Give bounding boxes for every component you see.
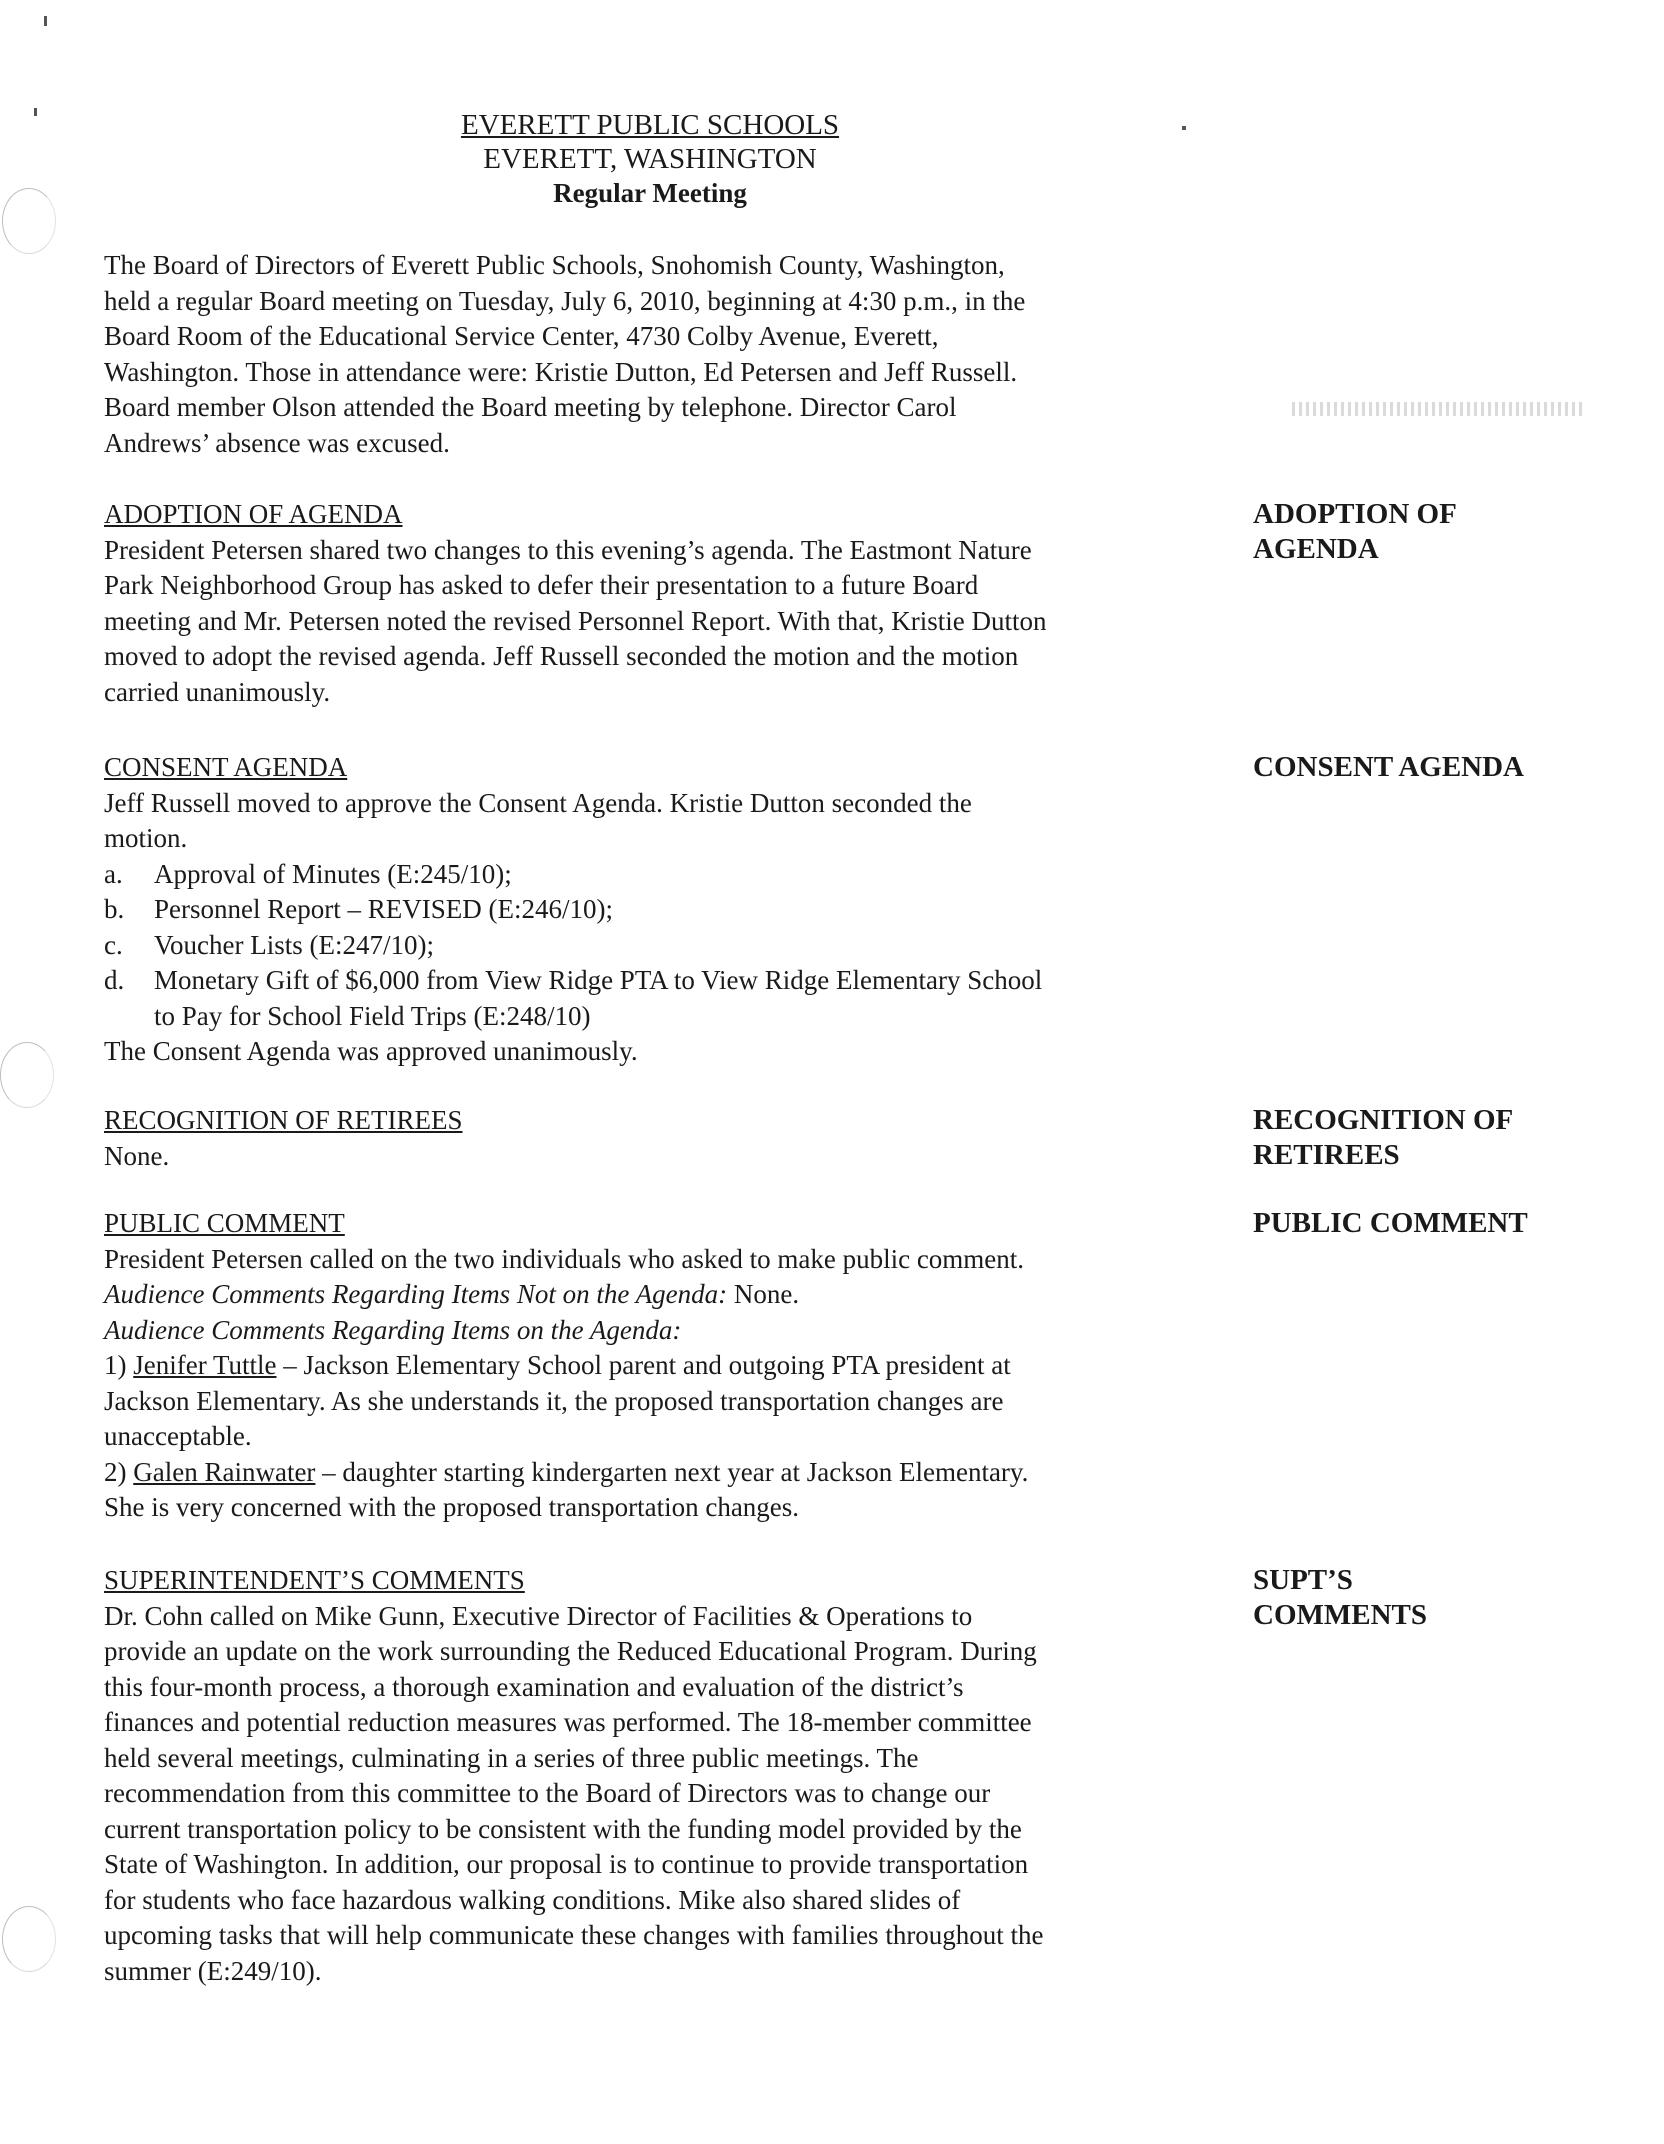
section-title: RECOGNITION OF RETIREES xyxy=(104,1105,463,1135)
body-line: Park Neighborhood Group has asked to defer their presentation to a future Board xyxy=(104,570,979,600)
section-adoption-of-agenda xyxy=(104,497,1204,710)
intro-line: Board member Olson attended the Board meeting by telephone. Director Carol xyxy=(104,392,957,422)
district-location: EVERETT, WASHINGTON xyxy=(483,143,817,175)
scan-smudge xyxy=(1292,402,1582,416)
intro-line: Washington. Those in attendance were: Kristie Dutton, Ed Petersen and Jeff Russell. xyxy=(104,356,1018,387)
intro-line: Andrews’ absence was excused. xyxy=(104,427,450,458)
scan-speck xyxy=(44,16,47,26)
document-header xyxy=(400,108,900,210)
body-line: current transportation policy to be consistent with the funding model provided by the xyxy=(104,1813,1022,1844)
consent-items-list xyxy=(104,857,1204,1035)
body-line: this four-month process, a thorough examination and evaluation of the district’s xyxy=(104,1671,964,1702)
punch-hole-top xyxy=(2,188,56,254)
speaker-name: Jenifer Tuttle xyxy=(133,1350,277,1380)
speaker-name: Galen Rainwater xyxy=(133,1456,316,1487)
body-line: upcoming tasks that will help communicate these changes with families throughout the xyxy=(104,1920,1044,1950)
body-line: President Petersen shared two changes to this evening’s agenda. The Eastmont Nature xyxy=(104,534,1032,565)
body-line: finances and potential reduction measures was performed. The 18-member committee xyxy=(104,1707,1032,1737)
section-public-comment: PUBLIC COMMENT President Petersen called on the two individuals who asked to make public comment. Audience Comments Regarding Items Not on the Agenda: None. Audience Comments Regarding Items on the Agenda: 1) Jenifer Tuttle – Jackson Elementary School parent and outgoing PTA president at Jackson Elementary. As she understands it, the proposed transportation changes are unacceptable. 2) Galen Rainwater – daughter starting kindergarten next year at Jackson Elementary. She is very concerned with the proposed transportation changes. xyxy=(104,1206,1204,1526)
intro-line: held a regular Board meeting on Tuesday, July 6, 2010, beginning at 4:30 p.m., in the xyxy=(104,285,1026,316)
margin-heading-supt: SUPT’S COMMENTS xyxy=(1253,1564,1427,1631)
body-line: recommendation from this committee to the Board of Directors was to change our xyxy=(104,1778,991,1808)
margin-heading-public: PUBLIC COMMENT xyxy=(1253,1207,1528,1239)
section-title: PUBLIC COMMENT xyxy=(104,1208,345,1238)
body-line: The Consent Agenda was approved unanimously. xyxy=(104,1036,638,1066)
list-item: c. Voucher Lists (E:247/10); xyxy=(104,929,434,960)
body-line: provide an update on the work surrounding the Reduced Educational Program. During xyxy=(104,1636,1037,1666)
section-superintendents-comments xyxy=(104,1563,1204,1989)
body-line: Audience Comments Regarding Items Not on the Agenda: xyxy=(104,1279,728,1309)
scan-speck xyxy=(34,108,37,116)
scan-speck xyxy=(1182,126,1186,130)
district-name: EVERETT PUBLIC SCHOOLS xyxy=(460,109,840,141)
body-line: Jeff Russell moved to approve the Consent Agenda. Kristie Dutton seconded the xyxy=(104,787,972,818)
body-line: held several meetings, culminating in a series of three public meetings. The xyxy=(104,1742,919,1773)
body-line: meeting and Mr. Petersen noted the revised Personnel Report. With that, Kristie Dutton xyxy=(104,605,1047,636)
body-line: None. xyxy=(104,1140,170,1171)
section-recognition-of-retirees xyxy=(104,1103,1204,1174)
intro-paragraph xyxy=(104,248,1204,461)
body-line: carried unanimously. xyxy=(104,676,331,707)
body-line: State of Washington. In addition, our proposal is to continue to provide transportation xyxy=(104,1849,1029,1879)
meeting-type: Regular Meeting xyxy=(553,178,747,208)
section-consent-agenda xyxy=(104,750,1204,1070)
body-line: for students who face hazardous walking conditions. Mike also shared slides of xyxy=(104,1884,961,1915)
punch-hole-middle xyxy=(0,1042,54,1108)
punch-hole-bottom xyxy=(2,1906,56,1972)
body-line: Dr. Cohn called on Mike Gunn, Executive Director of Facilities & Operations to xyxy=(104,1600,973,1631)
body-line: motion. xyxy=(104,823,188,853)
section-title: ADOPTION OF AGENDA xyxy=(104,499,403,529)
section-title: SUPERINTENDENT’S COMMENTS xyxy=(104,1565,525,1595)
intro-line: Board Room of the Educational Service Center, 4730 Colby Avenue, Everett, xyxy=(104,321,939,351)
body-line: moved to adopt the revised agenda. Jeff Russell seconded the motion and the motion xyxy=(104,641,1019,671)
margin-heading-adoption: ADOPTION OF AGENDA xyxy=(1253,498,1457,565)
body-line: President Petersen called on the two individuals who asked to make public comment. xyxy=(104,1243,1025,1274)
margin-heading-retirees: RECOGNITION OF RETIREES xyxy=(1253,1104,1514,1171)
body-line: summer (E:249/10). xyxy=(104,1955,322,1986)
list-item: b. Personnel Report – REVISED (E:246/10); xyxy=(104,894,613,924)
list-item: a. Approval of Minutes (E:245/10); xyxy=(104,858,512,889)
body-line: Audience Comments Regarding Items on the Agenda: xyxy=(104,1314,682,1345)
margin-heading-consent: CONSENT AGENDA xyxy=(1253,751,1524,783)
intro-line: The Board of Directors of Everett Public Schools, Snohomish County, Washington, xyxy=(104,250,1005,280)
list-item: d. Monetary Gift of $6,000 from View Ridge PTA to View Ridge Elementary School to Pay for School Field Trips (E:248/10) xyxy=(104,965,1043,1031)
section-title: CONSENT AGENDA xyxy=(104,752,348,782)
